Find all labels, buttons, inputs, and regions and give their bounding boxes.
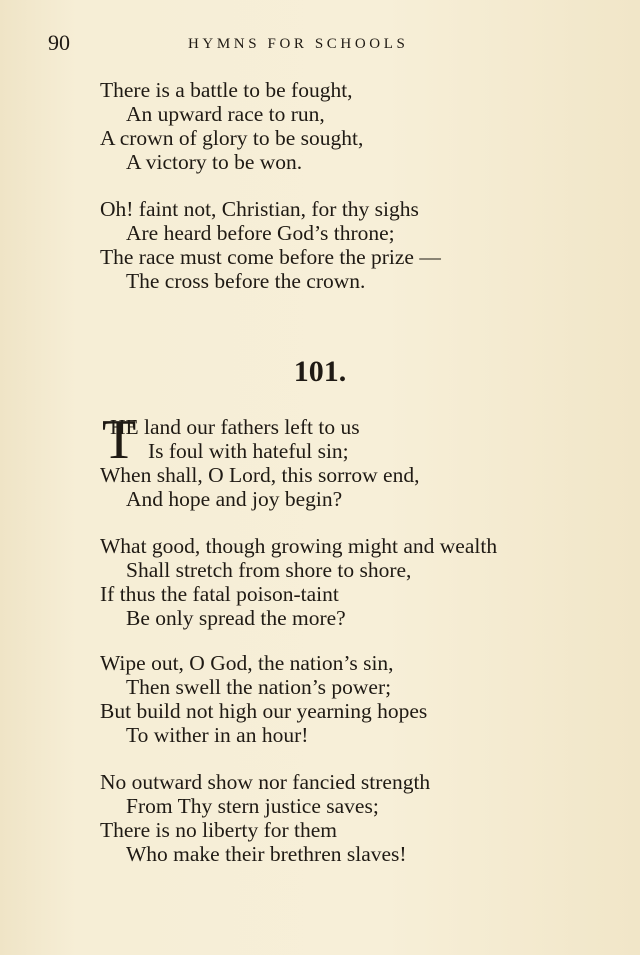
hymn-stanza-2 <box>100 534 600 630</box>
prev-hymn-stanza-2 <box>100 197 600 293</box>
verse-line: Who make their brethren slaves! <box>126 842 407 866</box>
verse-line: The cross before the crown. <box>126 269 366 293</box>
verse-line: No outward show nor fancied strength <box>100 770 431 794</box>
verse-line: Are heard before God’s throne; <box>126 221 395 245</box>
verse-line: From Thy stern justice saves; <box>126 794 379 818</box>
verse-line: Oh! faint not, Christian, for thy sighs <box>100 197 419 221</box>
hymn-number: 101. <box>293 355 347 388</box>
hymn-stanza-1 <box>100 415 600 511</box>
verse-line: An upward race to run, <box>126 102 325 126</box>
verse-line: When shall, O Lord, this sorrow end, <box>100 463 420 487</box>
first-line-rest: HE land our fathers left to us <box>110 415 360 439</box>
verse-line: A crown of glory to be sought, <box>100 126 364 150</box>
verse-line: Shall stretch from shore to shore, <box>126 558 412 582</box>
verse-line: But build not high our yearning hopes <box>100 699 428 723</box>
verse-line: Wipe out, O God, the nation’s sin, <box>100 651 394 675</box>
prev-hymn-stanza-1 <box>100 78 600 174</box>
verse-line: A victory to be won. <box>126 150 303 174</box>
hymn-stanza-4 <box>100 770 600 866</box>
verse-line: Be only spread the more? <box>126 606 346 630</box>
verse-line: There is no liberty for them <box>100 818 338 842</box>
drop-cap: T <box>102 409 137 471</box>
verse-line: What good, though growing might and wealth <box>100 534 498 558</box>
verse-line: Then swell the nation’s power; <box>126 675 392 699</box>
page-number: 90 <box>48 30 70 55</box>
verse-line: The race must come before the prize — <box>100 245 441 269</box>
verse-line: And hope and joy begin? <box>126 487 343 511</box>
verse-line-first <box>100 415 600 439</box>
page-header <box>48 30 448 56</box>
verse-line: If thus the fatal poison-taint <box>100 582 339 606</box>
hymn-stanza-3 <box>100 651 600 747</box>
verse-line: To wither in an hour! <box>126 723 309 747</box>
verse-line: There is a battle to be fought, <box>100 78 353 102</box>
running-head: HYMNS FOR SCHOOLS <box>188 36 409 52</box>
verse-line: Is foul with hateful sin; <box>148 439 349 463</box>
